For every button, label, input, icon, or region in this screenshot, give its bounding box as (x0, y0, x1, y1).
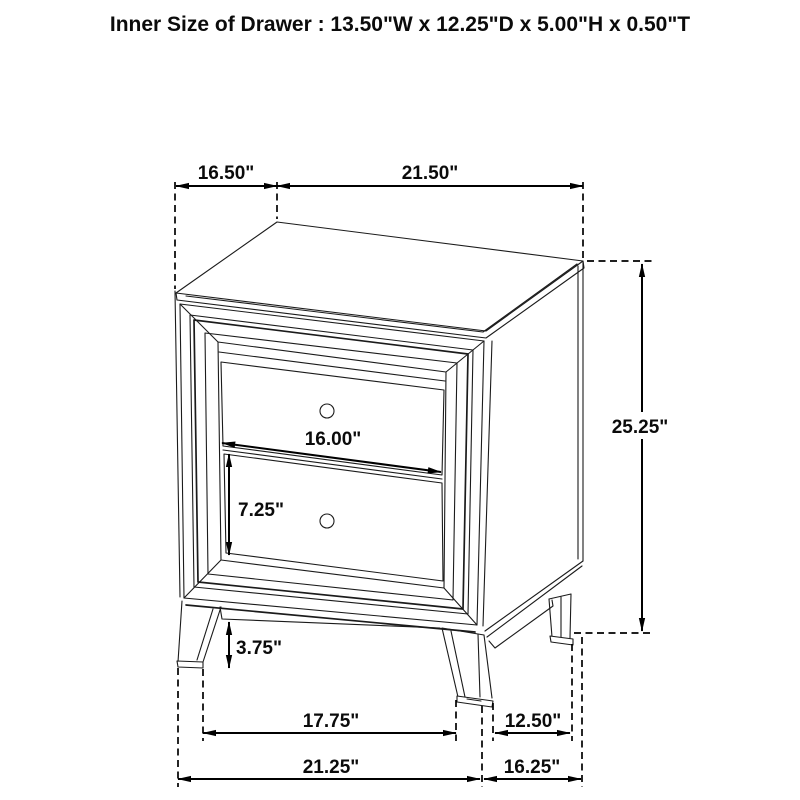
dim-label-side-legs-span: 12.50" (504, 711, 562, 732)
front-left-leg-bevel (197, 609, 213, 660)
dim-label-base-depth: 16.25" (503, 757, 561, 778)
dim-label-front-legs-span: 17.75" (302, 711, 360, 732)
side-apron (489, 600, 553, 648)
dim-label-top-depth: 16.50" (197, 163, 255, 184)
dim-label-leg-height: 3.75" (236, 638, 282, 659)
front-left-leg-outer (178, 601, 182, 662)
dim-label-drawer-width: 16.00" (304, 429, 362, 450)
side-bottom-edge (485, 561, 583, 631)
page-title: Inner Size of Drawer : 13.50"W x 12.25"D x 5.00"H x 0.50"T (109, 13, 691, 36)
front-right-leg-bevel (451, 631, 465, 697)
side-bottom-edge-inner (487, 566, 582, 637)
front-left-leg-foot (177, 661, 203, 668)
front-right-leg-left (442, 628, 458, 697)
back-right-leg-left (549, 599, 552, 637)
lower-drawer-knob (320, 514, 334, 528)
upper-drawer-knob (320, 404, 334, 418)
front-right-leg-corner (478, 634, 480, 697)
back-right-leg-right (570, 594, 571, 638)
cabinet-left-edge (175, 291, 180, 597)
front-right-leg-foot (457, 696, 493, 707)
dim-label-top-width: 21.50" (401, 163, 459, 184)
dim-label-base-width: 21.25" (302, 757, 360, 778)
dim-label-drawer-height: 7.25" (238, 500, 284, 521)
back-right-leg-top (549, 594, 571, 599)
side-front-return (483, 341, 492, 626)
front-left-leg-inner (203, 607, 221, 662)
front-right-leg-right (484, 635, 492, 698)
dim-label-overall-height: 25.25" (611, 417, 669, 438)
